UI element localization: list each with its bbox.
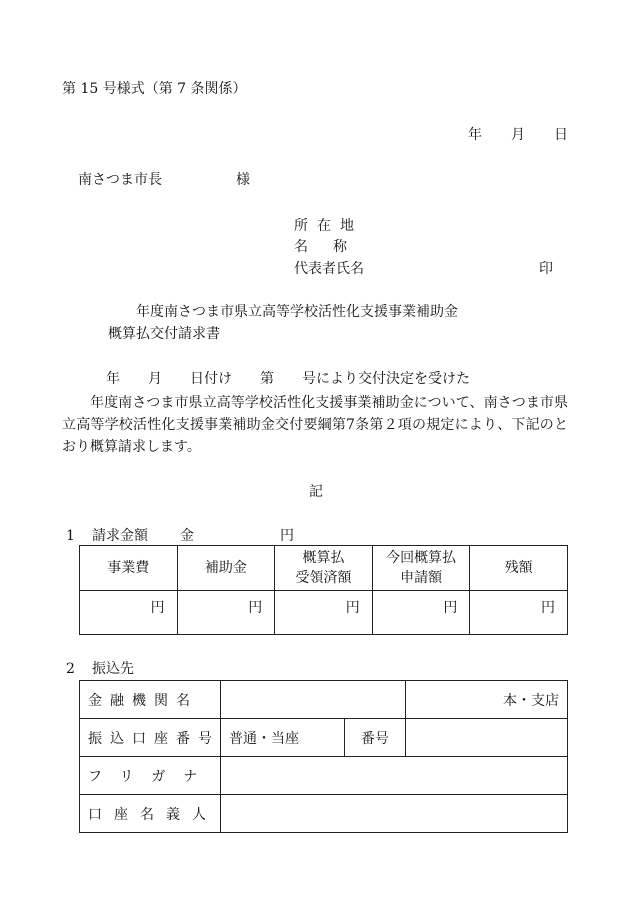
applicant-name-label: 名称: [294, 239, 372, 255]
section1-kin: 金: [180, 528, 194, 544]
account-holder-field[interactable]: [221, 795, 568, 833]
account-holder-label: 口座名義人: [80, 795, 221, 833]
date-year-label: 年: [468, 127, 482, 143]
section1-label: 請求金額: [92, 528, 148, 544]
furigana-row: [80, 757, 568, 795]
value-received[interactable]: 円: [275, 591, 373, 635]
account-type-field[interactable]: 普通・当座: [221, 719, 345, 757]
value-balance[interactable]: 円: [470, 591, 568, 635]
addressee-suffix: 様: [236, 172, 250, 188]
account-row: [80, 719, 568, 757]
header-subsidy: 補助金: [177, 546, 275, 591]
amount-value-row: [80, 591, 568, 635]
section2-number: 2: [66, 661, 75, 677]
header-current-request: 今回概算払 申請額: [372, 546, 470, 591]
amount-header-row: [80, 546, 568, 591]
bank-branch-field[interactable]: 本・支店: [406, 681, 568, 719]
document-title-line2: 概算払交付請求書: [108, 326, 220, 342]
value-project-cost[interactable]: 円: [80, 591, 178, 635]
ki-heading: 記: [309, 484, 323, 500]
applicant-address-label: 所在地: [294, 218, 363, 234]
document-title-line1: 年度南さつま市県立高等学校活性化支援事業補助金: [136, 304, 458, 320]
bank-name-label: 金融機関名: [80, 681, 221, 719]
applicant-rep-label: 代表者氏名: [294, 261, 364, 277]
date-month-label: 月: [511, 127, 525, 143]
date-day-label: 日: [554, 127, 568, 143]
account-number-field[interactable]: [406, 719, 568, 757]
bank-row: [80, 681, 568, 719]
holder-row: [80, 795, 568, 833]
body-first-line: 年 月 日付け 第 号により交付決定を受けた: [106, 371, 470, 387]
furigana-field[interactable]: [221, 757, 568, 795]
section2-label: 振込先: [92, 661, 134, 677]
seal-mark: 印: [539, 261, 553, 277]
value-subsidy[interactable]: 円: [177, 591, 275, 635]
header-balance: 残額: [470, 546, 568, 591]
section1-number: 1: [66, 528, 75, 544]
furigana-label: フリガナ: [80, 757, 221, 795]
value-current-request[interactable]: 円: [372, 591, 470, 635]
account-number-sublabel: 番号: [344, 719, 405, 757]
header-project-cost: 事業費: [80, 546, 178, 591]
section1-yen: 円: [280, 528, 294, 544]
account-number-label: 振込口座番号: [80, 719, 221, 757]
amount-table: [79, 545, 568, 635]
body-paragraph: 年度南さつま市県立高等学校活性化支援事業補助金について、南さつま市県立高等学校活性化支援事業補助金交付要綱第7条第２項の規定により、下記のとおり概算請求します。: [62, 395, 568, 455]
bank-table: [79, 680, 568, 833]
bank-name-field[interactable]: [221, 681, 406, 719]
addressee-name: 南さつま市長: [78, 172, 162, 188]
form-number: 第 15 号様式（第 7 条関係）: [62, 81, 247, 97]
header-received: 概算払 受領済額: [275, 546, 373, 591]
